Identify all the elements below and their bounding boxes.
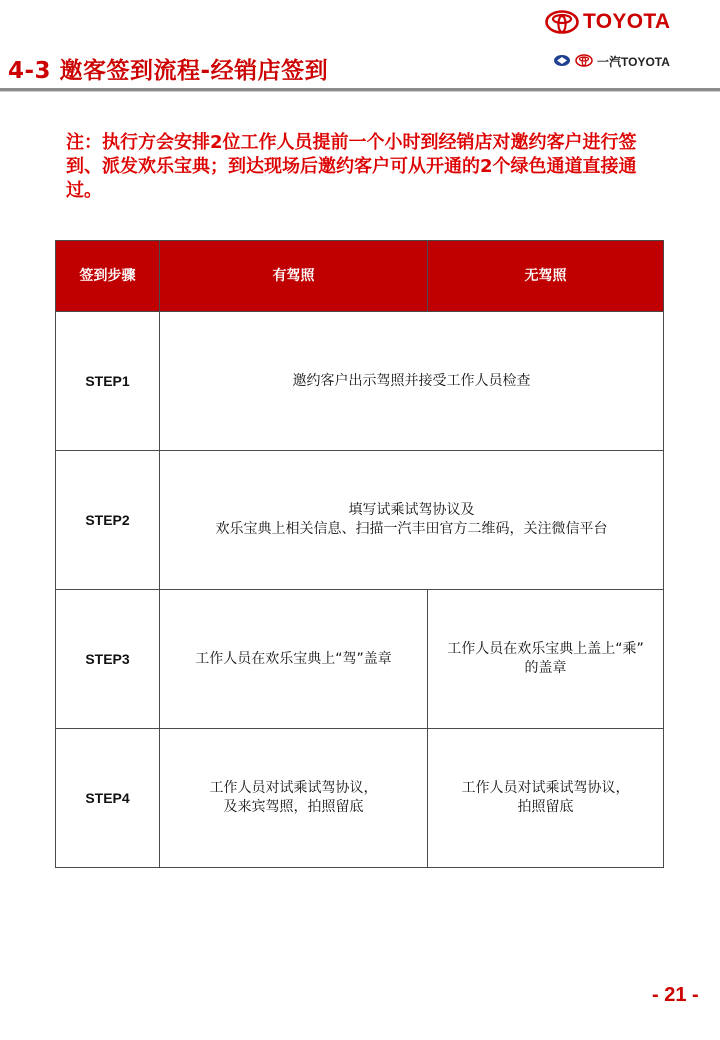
step2-merged-cell (160, 451, 664, 590)
step4-without-license-cell (428, 729, 664, 868)
step1-merged-cell (160, 312, 664, 451)
toyota-logo (545, 8, 685, 38)
step3-without-license-line2: 的盖章 (524, 660, 567, 676)
header-divider-shadow (0, 91, 720, 92)
table-row-step3 (56, 590, 664, 729)
page-title: 4-3 邀客签到流程-经销店签到 (8, 58, 329, 84)
step3-without-license-line1: 工作人员在欢乐宝典上盖上“乘” (447, 641, 644, 657)
note-text: 注：执行方会安排2位工作人员提前一个小时到经销店对邀约客户进行签到、派发欢乐宝典；到达现场后邀约客户可从开通的2个绿色通道直接通过。 (66, 132, 637, 201)
step4-without-license-line1: 工作人员对试乘试驾协议， (461, 780, 630, 796)
step-label: STEP2 (56, 451, 160, 590)
faw-toyota-wordmark: 一汽TOYOTA (597, 55, 670, 69)
step4-with-license-cell (160, 729, 428, 868)
table-header-row (56, 241, 664, 312)
header-step: 签到步骤 (56, 241, 160, 312)
page-number: - 21 - (652, 984, 699, 1006)
faw-emblem-icon (553, 54, 571, 67)
step3-with-license-cell (160, 590, 428, 729)
step-label: STEP3 (56, 590, 160, 729)
step2-text-line1: 填写试乘试驾协议及 (348, 502, 475, 518)
signin-flow-table (55, 240, 664, 868)
header-without-license: 无驾照 (428, 241, 664, 312)
step-label: STEP4 (56, 729, 160, 868)
step2-text-line2: 欢乐宝典上相关信息、扫描一汽丰田官方二维码，关注微信平台 (215, 521, 608, 537)
step-label: STEP1 (56, 312, 160, 451)
table-row-step1 (56, 312, 664, 451)
step4-without-license-line2: 拍照留底 (517, 799, 574, 815)
toyota-emblem-icon (545, 10, 579, 34)
step1-text: 邀约客户出示驾照并接受工作人员检查 (292, 372, 531, 389)
header-with-license: 有驾照 (160, 241, 428, 312)
table-row-step4 (56, 729, 664, 868)
table-row-step2 (56, 451, 664, 590)
step3-with-license-text: 工作人员在欢乐宝典上“驾”盖章 (195, 650, 392, 667)
toyota-wordmark: TOYOTA (583, 10, 671, 33)
step4-with-license-line2: 及来宾驾照，拍照留底 (223, 799, 364, 815)
step4-with-license-line1: 工作人员对试乘试驾协议， (209, 780, 378, 796)
step3-without-license-cell (428, 590, 664, 729)
toyota-small-emblem-icon (575, 54, 593, 67)
faw-toyota-logo (553, 52, 683, 70)
